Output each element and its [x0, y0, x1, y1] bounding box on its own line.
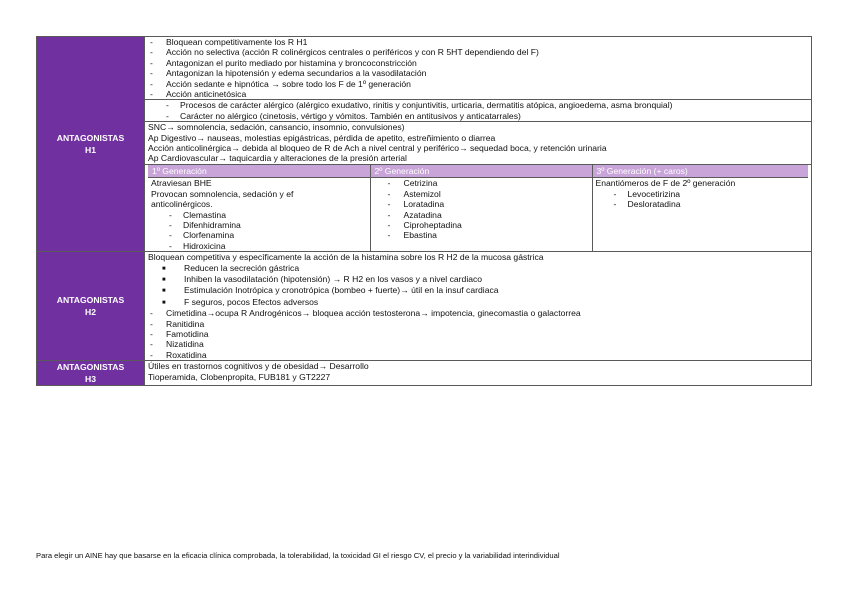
generations-table	[148, 165, 808, 251]
gen1-drug: - Clemastina	[169, 209, 226, 220]
h1-generations-cell	[145, 164, 812, 251]
gen2-header: 2º Generación	[370, 165, 592, 178]
h1-feature: - Bloquean competitivamente los R H1	[150, 37, 308, 47]
h1-adverse-cell	[145, 122, 812, 165]
gen3-cell	[592, 178, 808, 251]
h1-adverse-line: Ap Digestivo→ nauseas, molestias epigástricas, pérdida de apetito, estreñimiento o diarrea	[148, 132, 496, 143]
gen3-header: 3º Generación (+ caros)	[592, 165, 808, 178]
h1-features-cell	[145, 37, 812, 100]
gen1-drug: - Clorfenamina	[169, 230, 235, 241]
h2-drug: - Ranitidina	[150, 318, 205, 329]
h2-effect: ■ Estimulación Inotrópica y cronotrópica (bombeo + fuerte)→ útil en la insuf cardiaca	[162, 285, 499, 296]
document-page	[36, 36, 812, 386]
h2-effect: ■ Reducen la secreción gástrica	[162, 262, 300, 273]
h3-cell	[145, 361, 812, 386]
gen1-drug: - Difenhidramina	[169, 219, 241, 230]
gen2-drug: - Cetrizina	[387, 178, 438, 189]
gen2-drug: - Azatadina	[387, 209, 442, 220]
h2-effect: ■ Inhiben la vasodilatación (hipotensión) → R H2 en los vasos y a nivel cardiaco	[162, 273, 483, 284]
h1-feature: - Acción no selectiva (acción R colinérgicos centrales o periféricos y con R 5HT dependiendo del F)	[150, 47, 539, 58]
h3-label-line2: H3	[85, 374, 96, 385]
h2-drug: - Nizatidina	[150, 339, 204, 350]
gen2-cell	[370, 178, 592, 251]
h2-effect: ■ F seguros, pocos Efectos adversos	[162, 296, 319, 307]
h2-label-line2: H2	[85, 307, 96, 318]
gen2-drug: - Astemizol	[387, 188, 441, 199]
gen2-drug: - Ciproheptadina	[387, 219, 462, 230]
h2-label	[37, 252, 145, 361]
h1-adverse-line: Acción anticolinérgica→ debida al bloqueo de R de Ach a nivel central y periférico→ sequedad boca, y retención urinaria	[148, 143, 607, 154]
h1-label-line2: H1	[85, 145, 96, 156]
gen1-intro-line: Provocan somnolencia, sedación y ef	[151, 188, 294, 199]
h1-label-line1: ANTAGONISTAS	[56, 133, 125, 144]
h2-intro: Bloquean competitiva y específicamente la acción de la histamina sobre los R H2 de la mucosa gástrica	[148, 252, 544, 263]
h3-line: Tioperamida, Clobenpropita, FUB181 y GT2227	[148, 371, 331, 382]
footnote: Para elegir un AINE hay que basarse en la eficacia clínica comprobada, la tolerabilidad, la toxicidad GI el riesgo CV, el precio y la variabilidad interindividual	[36, 551, 560, 560]
h2-cell	[145, 252, 812, 361]
h1-use: - Carácter no alérgico (cinetosis, vértigo y vómitos. También en antitusivos y anticatarrales)	[166, 110, 521, 121]
h3-line: Útiles en trastornos cognitivos y de obesidad→ Desarrollo	[148, 361, 369, 372]
h2-drug: - Cimetidina→ocupa R Androgénicos→ bloquea acción testosterona→ impotencia, ginecomastia o galactorrea	[150, 308, 581, 319]
h1-adverse-line: Ap Cardiovascular→ taquicardia y alteraciones de la presión arterial	[148, 153, 407, 164]
gen1-intro-line: anticolinérgicos.	[151, 199, 213, 210]
gen3-drug: - Desloratadina	[613, 199, 681, 210]
h1-uses-cell	[145, 100, 812, 122]
gen1-drug: - Hidroxicina	[169, 240, 226, 251]
h3-label-line1: ANTAGONISTAS	[56, 362, 125, 373]
h1-feature: - Antagonizan el purito mediado por histamina y broncoconstricción	[150, 57, 417, 68]
h2-drug: - Famotidina	[150, 328, 209, 339]
gen3-intro: Enantiómeros de F de 2º generación	[595, 178, 736, 189]
h1-feature: - Acción anticinetósica	[150, 89, 247, 100]
gen1-header: 1º Generación	[148, 165, 370, 178]
h1-feature: - Acción sedante e hipnótica → sobre todo los F de 1º generación	[150, 78, 411, 89]
antagonists-table	[36, 36, 812, 386]
gen2-drug: - Ebastina	[387, 230, 437, 241]
h2-label-line1: ANTAGONISTAS	[56, 295, 125, 306]
gen3-drug: - Levocetirizina	[613, 188, 681, 199]
h1-label	[37, 37, 145, 252]
h1-adverse-line: SNC→ somnolencia, sedación, cansancio, insomnio, convulsiones)	[148, 122, 405, 133]
h2-drug: - Roxatidina	[150, 349, 207, 360]
gen2-drug: - Loratadina	[387, 199, 445, 210]
h1-use: - Procesos de carácter alérgico (alérgico exudativo, rinitis y conjuntivitis, urticaria, dermatitis atópica, angioedema, asma bronquial)	[166, 100, 673, 111]
h1-feature: - Antagonizan la hipotensión y edema secundarios a la vasodilatación	[150, 68, 427, 79]
h3-label	[37, 361, 145, 386]
gen1-cell	[148, 178, 370, 251]
gen1-intro-line: Atraviesan BHE	[151, 178, 212, 189]
